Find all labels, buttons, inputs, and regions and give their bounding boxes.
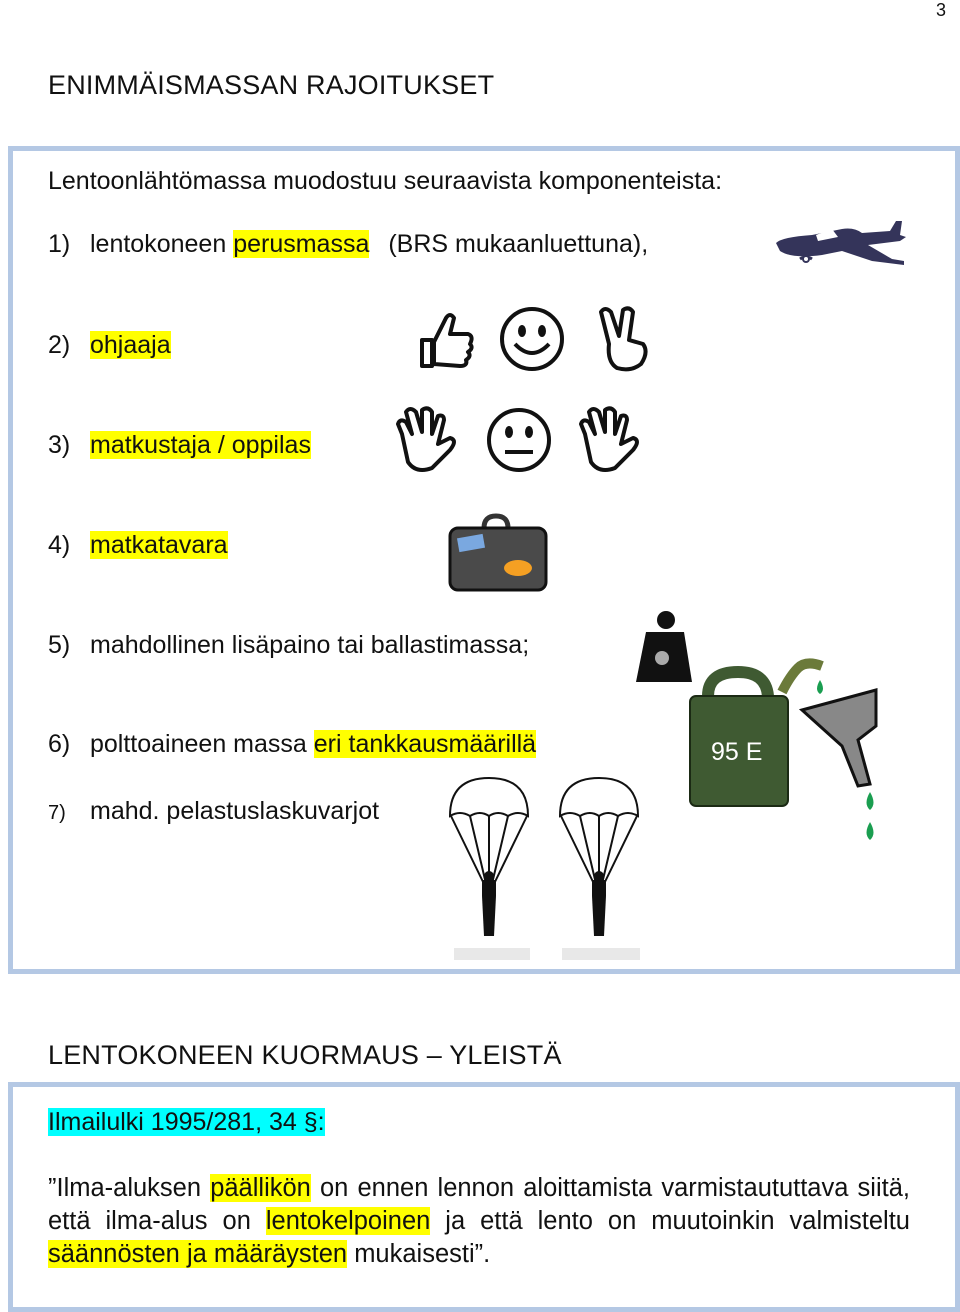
section1-title: ENIMMÄISMASSAN RAJOITUKSET (48, 70, 495, 100)
quote-text: ja että lento on muutoinkin valmisteltu (430, 1207, 910, 1235)
list-item (48, 531, 228, 560)
item-highlight: matkustaja / oppilas (90, 431, 311, 459)
quote-text: mukaisesti”. (347, 1240, 491, 1268)
quote-highlight: lentokelpoinen (265, 1207, 431, 1235)
quote-highlight: päällikön (210, 1174, 311, 1202)
item-number: 1) (48, 230, 71, 258)
list-item (48, 797, 379, 826)
list-item (48, 631, 529, 660)
section2-title: LENTOKONEEN KUORMAUS – YLEISTÄ (48, 1040, 562, 1070)
writing-hand-icon (392, 404, 464, 476)
quote-text: on ennen lennon aloittamista varmistaututtava siitä, että ilma-alus on (48, 1174, 910, 1235)
item-number: 3) (48, 431, 71, 459)
item-number: 5) (48, 631, 71, 659)
list-item (48, 730, 536, 759)
suitcase-icon (448, 512, 550, 594)
item-number: 6) (48, 730, 71, 758)
section1-intro: Lentoonlähtömassa muodostuu seuraavista komponenteista: (48, 167, 723, 195)
parachute-icon (448, 776, 530, 966)
item-highlight: eri tankkausmäärillä (313, 730, 537, 758)
item-highlight: matkatavara (90, 531, 228, 559)
item-text-after: (BRS mukaanluettuna), (388, 230, 649, 258)
item-text: mahdollinen lisäpaino tai ballastimassa; (90, 631, 530, 659)
smiley-icon (497, 304, 567, 374)
item-number: 4) (48, 531, 71, 559)
weight-icon (634, 608, 694, 684)
quote-highlight: säännösten ja määräysten (48, 1240, 348, 1268)
item-text: polttoaineen massa (90, 730, 307, 758)
item-number: 2) (48, 331, 71, 359)
item-text: lentokoneen (90, 230, 227, 258)
law-reference-text: Ilmailulki 1995/281, 34 §: (48, 1108, 325, 1136)
item-text: mahd. pelastuslaskuvarjot (90, 797, 380, 825)
page-number: 3 (935, 0, 946, 20)
thumbs-up-icon (408, 304, 478, 374)
writing-hand-icon (575, 404, 647, 476)
list-item (48, 331, 171, 360)
item-highlight: perusmassa (233, 230, 370, 258)
list-item (48, 230, 648, 259)
neutral-face-icon (483, 404, 555, 476)
item-number: 7) (48, 802, 66, 824)
law-quote (48, 1172, 910, 1271)
victory-hand-icon (587, 304, 657, 374)
airplane-icon (772, 215, 912, 275)
item-highlight: ohjaaja (90, 331, 171, 359)
list-item (48, 431, 311, 460)
fuel-can-label: 95 E (711, 738, 763, 766)
quote-text: ”Ilma-aluksen (48, 1174, 211, 1202)
parachute-icon (558, 776, 640, 966)
law-reference (48, 1108, 325, 1137)
